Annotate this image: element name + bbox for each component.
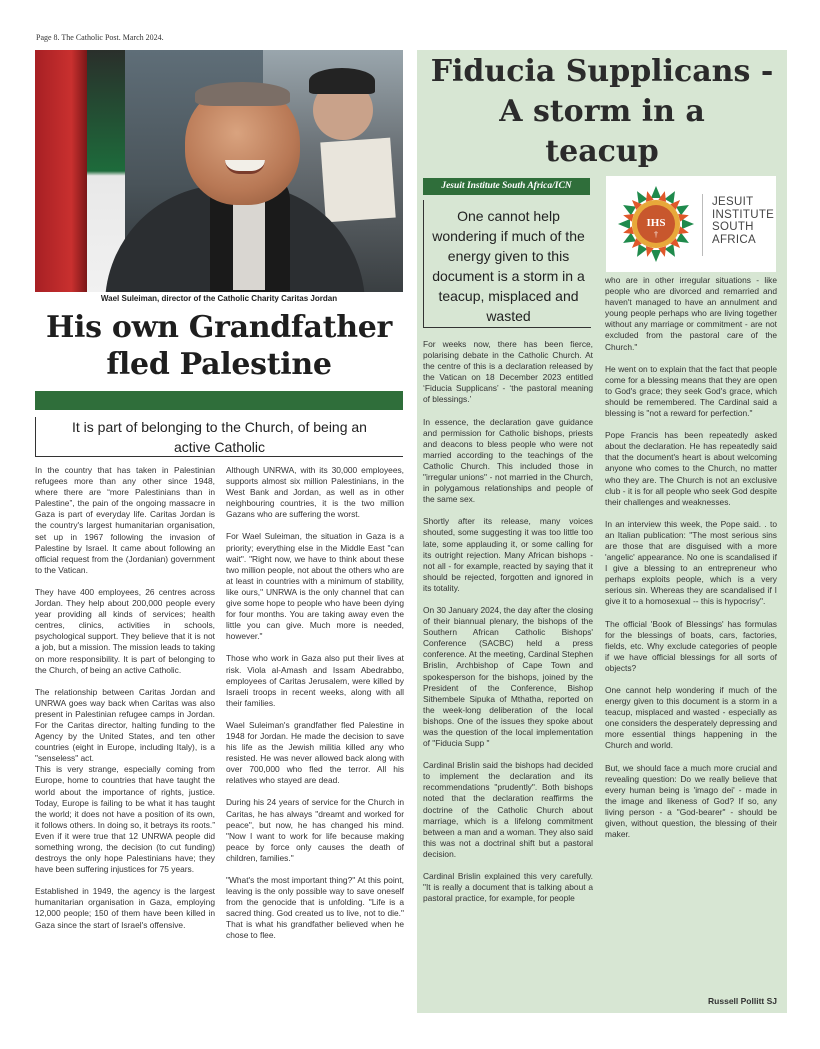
paragraph: During his 24 years of service for the Church in Caritas, he has always "dreamt and worked for peace", but now, he has changed his mind. "Now I want to work for life because making peace by force only causes the death of children, families." [226,797,404,863]
right-title-line: teacup [545,134,659,169]
paragraph: The official 'Book of Blessings' has formulas for the blessings of boats, cars, factories, fields, etc. Why exclude categories of people if we have official blessings for all sorts of objects? [605,618,777,673]
paragraph: Established in 1949, the agency is the largest humanitarian organisation in Gaza, employing 12,000 people; 150 of them have been killed in Gaza since the start of Israel's offensive. [35,886,215,930]
paragraph: The relationship between Caritas Jordan and UNRWA goes way back when Caritas was also present in Palestinian refugee camps in Jordan. For the Caritas director, halting funding to the Agency by the United States, and ten other countries (eight in Europe, including Italy), is a "senseless" act. [35,686,215,764]
right-article-column-1 [423,339,593,915]
paragraph: In an interview this week, the Pope said. . to an Italian publication: "The most serious sins are those that are disguised with a more 'angelic' appearance. No one is scandalised if I give a blessing to an entrepreneur who perhaps exploits people, which is a very serious sin. Whereas they are scandalised if I give it to a homosexual -- this is hypocrisy". [605,518,777,607]
paragraph: This is very strange, especially coming from Europe, home to countries that have taught the world about the importance of rights, justice. Today, Europe is failing to be what it has taught the world; it does not have a position of its own, it follows others. In doing so, it betrays its roots.” Even if it were true that 12 UNRWA people did something wrong, the decision (to cut funding) destroys the only hope Palestinians have; they have been suffering injustices for 75 years. [35,764,215,875]
paragraph: Although UNRWA, with its 30,000 employees, supports almost six million Palestinians, in the West Bank and Jordan, as well as in other neighbouring countries, it is the two million Gazans who are suffering the worst. [226,465,404,520]
logo-text-line: INSTITUTE [712,208,775,221]
paragraph: For Wael Suleiman, the situation in Gaza is a priority; everything else in the Middle East "can wait". "Right now, we have to think about these two million people, not about the others who are at least in countries with a minimum of stability, like ours," UNRWA is the only channel that can give some hope to people who have been dying for four months. You are taking away even the little you can give. Much more is needed, however." [226,531,404,642]
paragraph: In essence, the declaration gave guidance and permission for Catholic bishops, priests and deacons to bless people who were not married according to the teachings of the Catholic Church. This included those in "irregular unions" - not married in the Church, in polygamous relationships and people of the same sex. [423,416,593,505]
sunburst-seal-icon [616,184,696,264]
paragraph: One cannot help wondering if much of the energy given to this document is a storm in a teacup, misplaced and wasted - especially as one considers the desperately depressing and more essential things happening in the Church and world. [605,685,777,751]
author-signoff: Russell Pollitt SJ [708,996,777,1006]
paragraph: In the country that has taken in Palestinian refugees more than any other since 1948, where there are “more Palestinians than in Palestine”, the pain of the ongoing massacre in Gaza is part of everyday life. Caritas Jordan is the country's largest humanitarian organisation, set up in 1967 following the invasion of Palestine by Israel. It came about following an official request from the (Jordanian) government to the Vatican. [35,465,215,575]
portrait-photo [35,50,403,292]
right-title-line: Fiducia Supplicans - [430,54,774,89]
paragraph: Pope Francis has been repeatedly asked about the declaration. He has repeatedly said that the document's heart is about welcoming anyone who comes to the Church, no matter who they are. The Church is not an exclusive club - it is for all people who seek God despite their challenges and weaknesses. [605,430,777,507]
svg-text:†: † [654,230,658,239]
left-article-column-2 [226,465,404,953]
paragraph: Those who work in Gaza also put their lives at risk. Viola al-Amash and Issam Abedrabbo, employees of Caritas Jerusalem, were killed by Israeli troops in recent weeks, along with all their families. [226,653,404,708]
paragraph: who are in other irregular situations - like people who are divorced and remarried and haven't managed to have an annulment and young people perhaps who are living together without any marriage or commitment - are not excluded from the pastoral care of the Church." [605,275,777,352]
right-article-title [417,52,787,172]
photo-caption: Wael Suleiman, director of the Catholic Charity Caritas Jordan [100,294,338,303]
left-article-title [35,309,403,383]
logo-text-line: JESUIT [712,196,754,208]
green-divider-bar [35,391,403,410]
paragraph: Shortly after its release, many voices shouted, some suggesting it was too little too late, some applauding it, or some calling for its outright rejection. Many African bishops - not all - for example, reacted by saying that it should be rejected, forgotten and ignored in its totality. [423,516,593,593]
jesuit-institute-logo [606,176,776,272]
paragraph: On 30 January 2024, the day after the closing of their biannual plenary, the bishops of the Southern African Catholic Bishops' Conference (SACBC) held a press conference. At the meeting, Cardinal Stephen Brislin, Archbishop of Cape Town and spokesperson for the bishops, joined by the President of the Conference, Bishop Sithembele Sipuka of Mthatha, reported on the week-long deliberation of the local bishops. One of the issues they spoke about was the question of the local implementation of "Fiducia Supp " [423,604,593,749]
left-pull-quote: It is part of belonging to the Church, of being an active Catholic [35,417,403,457]
left-title-line: His own Grandfather [45,310,393,345]
left-article-column-1 [35,465,215,942]
paragraph: Cardinal Brislin said the bishops had decided to implement the declaration and its recommendations "prudently". Both bishops noted that the declaration reaffirms the doctrine of the Catholic Church about marriage, which is a lifelong commitment between a man and a woman. They also said this was not a doctrinal shift but a pastoral decision. [423,760,593,859]
left-title-line: fled Palestine [106,347,332,382]
paragraph: Wael Suleiman's grandfather fled Palestine in 1948 for Jordan. He made the decision to save his life as the Jewish militia killed any who resisted. He was never allowed back along with over 700,000 who fled the terror. All his relatives who stayed are dead. [226,719,404,786]
paragraph: They have 400 employees, 26 centres across Jordan. They help about 200,000 people every year providing all kinds of services; health centres, clinics, activities in schools, psychological support. They believe that it is not a job, but a mission. The mission leads to taking on more responsibility. It is part of belonging to the Church, of being an active Catholic. [35,586,215,675]
paragraph: "What's the most important thing?" At this point, leaving is the only possible way to save oneself from the genocide that is unfolding. "Life is a sacred thing. God created us to live, not to die." That is what his grandfather believed when he chose to flee. [226,875,404,941]
logo-text-line: AFRICA [712,233,756,246]
paragraph: Cardinal Brislin explained this very carefully. "It is really a document that is talking about a pastoral practice, for example, for people [423,871,593,904]
right-article-column-2 [605,275,777,851]
paragraph: He went on to explain that the fact that people come for a blessing means that they are open to God's grace; they seek God's grace, which should be remembered. The Cardinal said a blessing is "not a reward for perfection." [605,363,777,419]
paragraph: But, we should face a much more crucial and revealing question: Do we really believe that every human being is 'imago dei' - made in the image and likeness of God? If so, any living person - a "God-bearer" - should be given, without question, the blessing of their maker. [605,762,777,840]
page-header: Page 8. The Catholic Post. March 2024. [36,33,164,42]
logo-wordmark [712,196,774,246]
source-tag: Jesuit Institute South Africa/ICN [423,178,590,195]
right-title-line: A storm in a [499,94,705,129]
logo-text-line: SOUTH [712,221,754,233]
seal-text: IHS [646,217,666,229]
right-pull-quote: One cannot help wondering if much of the energy given to this document is a storm in a teacup, misplaced and wasted [423,200,591,328]
paragraph: For weeks now, there has been fierce, polarising debate in the Catholic Church. At the centre of this is a declaration released by the Vatican on 18 December 2023 entitled ‘Fiducia Supplicans’ - ‘the pastoral meaning of blessings.’ [423,339,593,405]
